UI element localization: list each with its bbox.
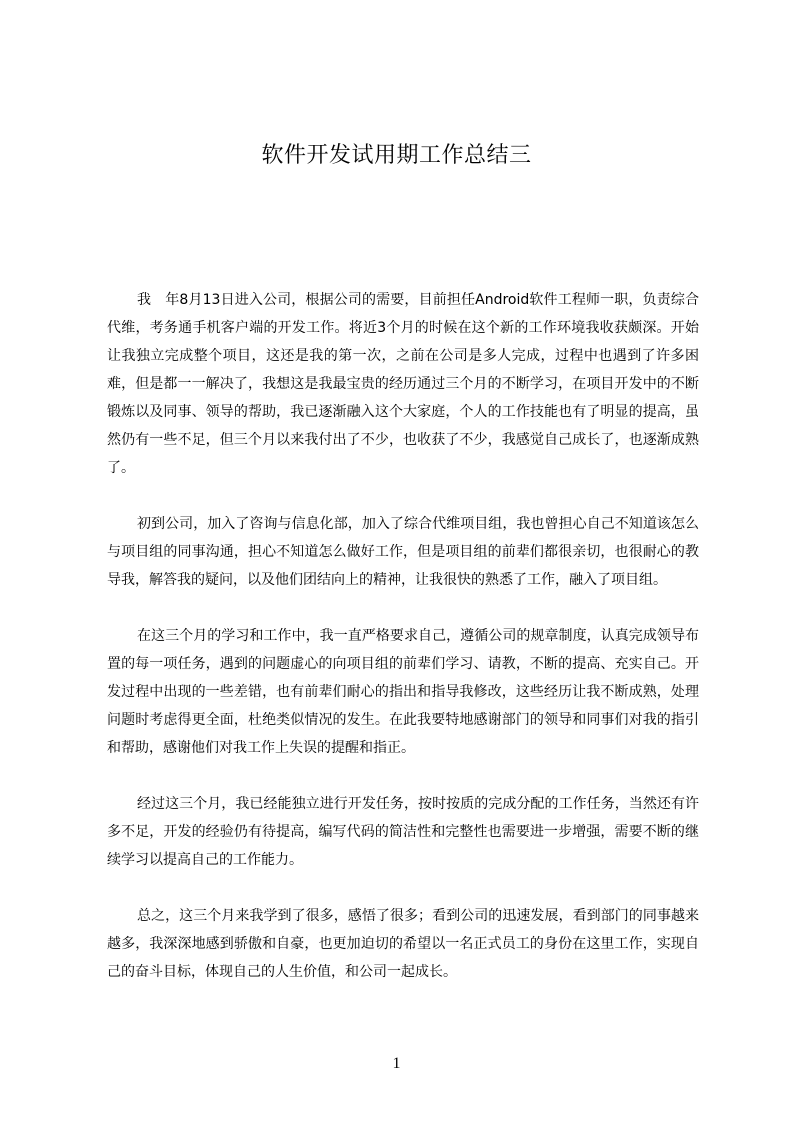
paragraph-1: 我 年8月13日进入公司，根据公司的需要，目前担任Android软件工程师一职，负责综合代维，考务通手机客户端的开发工作。将近3个月的时候在这个新的工作环境我收获颇深。开始让我独立完成整个项目，这还是我的第一次，之前在公司是多人完成，过程中也遇到了许多困难，但是都一一解决了，我想这是我最宝贵的经历通过三个月的不断学习，在项目开发中的不断锻炼以及同事、领导的帮助，我已逐渐融入这个大家庭，个人的工作技能也有了明显的提高，虽然仍有一些不足，但三个月以来我付出了不少，也收获了不少，我感觉自己成长了，也逐渐成熟了。 — [107, 292, 699, 476]
paragraph-3: 在这三个月的学习和工作中，我一直严格要求自己，遵循公司的规章制度，认真完成领导布置的每一项任务，遇到的问题虚心的向项目组的前辈们学习、请教，不断的提高、充实自己。开发过程中出现的一些差错，也有前辈们耐心的指出和指导我修改，这些经历让我不断成熟，处理问题时考虑得更全面，杜绝类似情况的发生。在此我要特地感谢部门的领导和同事们对我的指引和帮助，感谢他们对我工作上失误的提醒和指正。 — [107, 628, 699, 756]
paragraph-4: 经过这三个月，我已经能独立进行开发任务，按时按质的完成分配的工作任务，当然还有许多不足，开发的经验仍有待提高，编写代码的简洁性和完整性也需要进一步增强，需要不断的继续学习以提高自己的工作能力。 — [107, 796, 699, 868]
document-title: 软件开发试用期工作总结三 — [261, 143, 532, 168]
page-number: 1 — [392, 1055, 401, 1072]
document-body — [107, 286, 699, 1014]
paragraph-2: 初到公司，加入了咨询与信息化部，加入了综合代维项目组，我也曾担心自己不知道该怎么与项目组的同事沟通，担心不知道怎么做好工作，但是项目组的前辈们都很亲切，也很耐心的教导我，解答我的疑问，以及他们团结向上的精神，让我很快的熟悉了工作，融入了项目组。 — [107, 516, 699, 588]
paragraph-5: 总之，这三个月来我学到了很多，感悟了很多；看到公司的迅速发展，看到部门的同事越来越多，我深深地感到骄傲和自豪，也更加迫切的希望以一名正式员工的身份在这里工作，实现自己的奋斗目标，体现自己的人生价值，和公司一起成长。 — [107, 908, 699, 980]
